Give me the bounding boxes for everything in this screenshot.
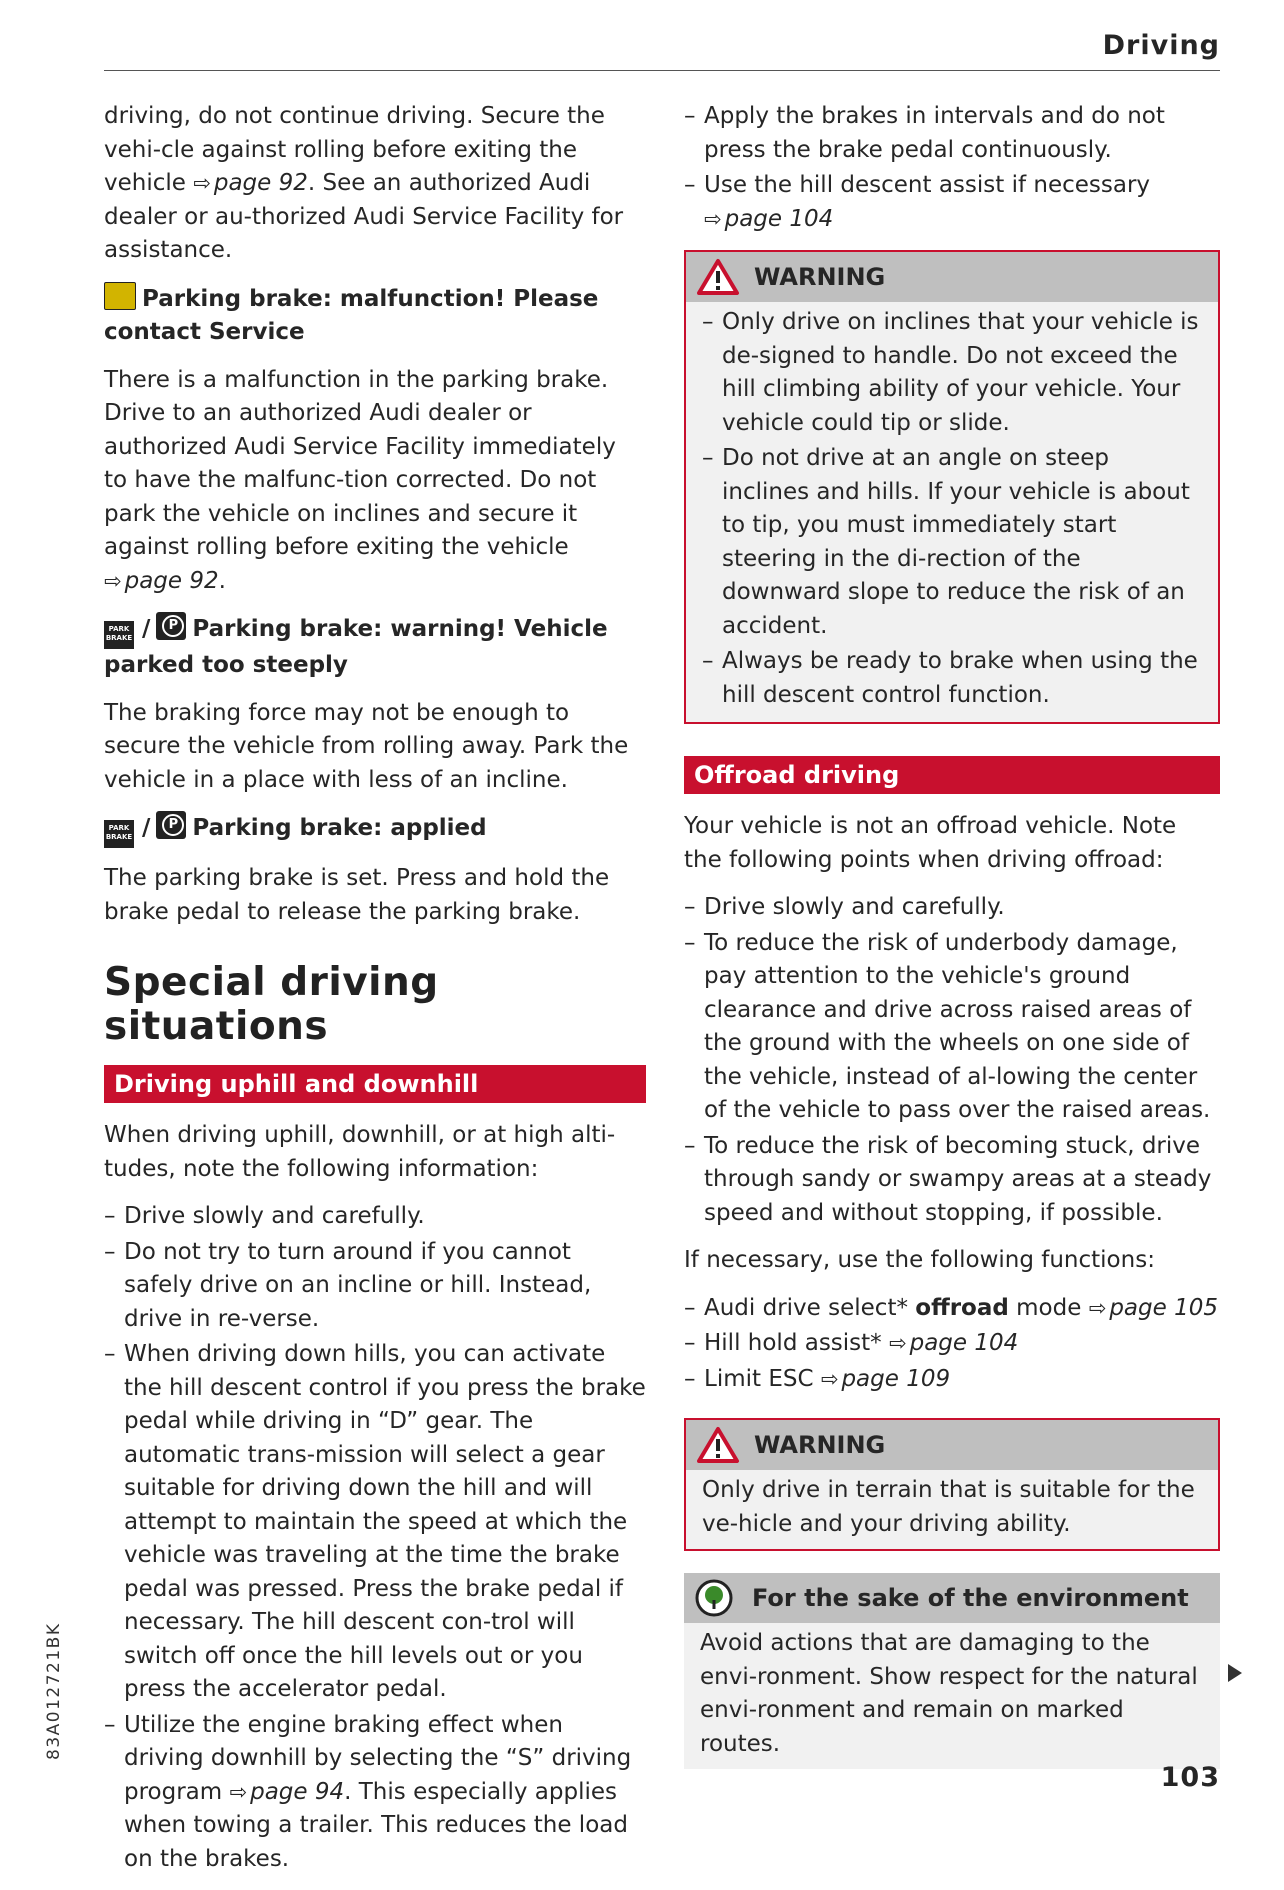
functions-intro: If necessary, use the following functions:	[684, 1247, 1155, 1273]
applied-paragraph: The parking brake is set. Press and hold the brake pedal to release the parking brake.	[104, 865, 610, 925]
warning-box-header	[686, 252, 1218, 302]
warning-box-body: Only drive in terrain that is suitable for the ve-hicle and your driving ability.	[686, 1470, 1218, 1549]
left-column	[104, 100, 646, 1890]
environment-box	[684, 1573, 1220, 1769]
offroad-intro: Your vehicle is not an offroad vehicle. Note the following points when driving offroad:	[684, 813, 1177, 873]
page-reference-link[interactable]: ⇨ page 109	[821, 1366, 950, 1392]
list-item: – Do not try to turn around if you cannot safely drive on an incline or hill. Instead, drive in re-verse.	[104, 1236, 646, 1337]
list-item: – Apply the brakes in intervals and do not press the brake pedal continuously.	[684, 100, 1220, 167]
message-heading-applied: PARK BRAKE /P Parking brake: applied	[104, 811, 646, 848]
page-reference-link[interactable]: ⇨ page 92	[193, 170, 308, 196]
warning-box-inclines	[684, 250, 1220, 724]
page-number: 103	[1160, 1762, 1220, 1793]
page-reference-link[interactable]: ⇨ page 92	[104, 568, 219, 594]
right-column	[684, 100, 1220, 1791]
park-brake-indicator-icon: PARK BRAKE	[104, 621, 134, 649]
intro-paragraph: driving, do not continue driving. Secure the vehi-cle against rolling before exiting the vehicle ⇨ page 92. See an authorized Audi dealer or au-thorized Audi Service Facility for assistance.	[104, 100, 646, 268]
list-item: – Always be ready to brake when using the hill descent control function.	[702, 645, 1202, 712]
section-title: Special driving situations	[104, 960, 439, 1049]
list-item: – Do not drive at an angle on steep inclines and hills. If your vehicle is about to tip, you must immediately start steering in the di-rection of the downward slope to reduce the risk of an accident.	[702, 442, 1202, 643]
offroad-title: Offroad driving	[684, 756, 1220, 794]
warning-triangle-icon	[696, 1426, 740, 1464]
continue-arrow-icon	[1228, 1664, 1242, 1682]
page-header-title: Driving	[1102, 30, 1220, 61]
malfunction-paragraph: There is a malfunction in the parking brake. Drive to an authorized Audi dealer or authorized Audi Service Facility immediately to have the malfunc-tion corrected. Do not park the vehicle on inclines and secure it against rolling before exiting the vehicle ⇨ page 92.	[104, 364, 646, 599]
warning-triangle-icon	[696, 258, 740, 296]
downhill-continued-list	[684, 100, 1220, 236]
list-item: – Hill hold assist* ⇨ page 104	[684, 1327, 1220, 1361]
parked-steeply-paragraph: The braking force may not be enough to secure the vehicle from rolling away. Park the vehicle in a place with less of an incline.	[104, 699, 629, 793]
list-item: – Audi drive select* offroad mode ⇨ page 105	[684, 1292, 1220, 1326]
warning-box-body	[686, 302, 1218, 722]
list-item: – To reduce the risk of underbody damage, pay attention to the vehicle's ground clearance and drive across raised areas of the ground with the wheels on one side of the vehicle, instead of al-lowing the center of the vehicle to pass over the raised areas.	[684, 927, 1220, 1128]
functions-list	[684, 1292, 1220, 1397]
warning-title: WARNING	[754, 1431, 886, 1459]
list-item: – Drive slowly and carefully.	[684, 891, 1220, 925]
header-divider	[104, 70, 1220, 71]
list-item: – To reduce the risk of becoming stuck, drive through sandy or swampy areas at a steady speed and without stopping, if possible.	[684, 1130, 1220, 1231]
environment-title: For the sake of the environment	[752, 1584, 1189, 1612]
uphill-intro: When driving uphill, downhill, or at high alti-tudes, note the following information:	[104, 1122, 616, 1182]
page-reference-link[interactable]: ⇨ page 105	[1089, 1295, 1218, 1321]
document-code: 83A012721BK	[44, 1622, 64, 1760]
list-item: – When driving down hills, you can activate the hill descent control if you press the brake pedal while driving in “D” gear. The automatic trans-mission will select a gear suitable for driving down the hill and will attempt to maintain the speed at which the vehicle was traveling at the time the brake pedal was pressed. Press the brake pedal if necessary. The hill descent con-trol will switch off once the hill levels out or you press the accelerator pedal.	[104, 1338, 646, 1707]
parking-brake-malfunction-icon	[104, 282, 136, 310]
page-reference-link[interactable]: ⇨ page 94	[230, 1779, 345, 1805]
offroad-list	[684, 891, 1220, 1230]
subsection-title: Driving uphill and downhill	[104, 1065, 646, 1103]
tree-icon	[694, 1578, 734, 1618]
page-reference-link[interactable]: ⇨ page 104	[704, 206, 833, 232]
parking-brake-p-icon	[156, 612, 186, 640]
page-reference-link[interactable]: ⇨ page 104	[889, 1330, 1018, 1356]
list-item: – Utilize the engine braking effect when driving downhill by selecting the “S” driving program ⇨ page 94. This especially applies when towing a trailer. This reduces the load on the brakes.	[104, 1709, 646, 1877]
list-item: – Only drive on inclines that your vehicle is de-signed to handle. Do not exceed the hill climbing ability of your vehicle. Your vehicle could tip or slide.	[702, 306, 1202, 440]
environment-box-header	[684, 1573, 1220, 1623]
uphill-list	[104, 1200, 646, 1876]
list-item: – Limit ESC ⇨ page 109	[684, 1363, 1220, 1397]
message-heading-parked-steeply: PARK BRAKE /P Parking brake: warning! Vehicle parked too steeply	[104, 612, 646, 683]
list-item: – Drive slowly and carefully.	[104, 1200, 646, 1234]
warning-box-terrain	[684, 1418, 1220, 1551]
list-item: – Use the hill descent assist if necessary ⇨ page 104	[684, 169, 1220, 236]
warning-title: WARNING	[754, 263, 886, 291]
environment-box-body: Avoid actions that are damaging to the envi-ronment. Show respect for the natural envi-ronment and remain on marked routes.	[684, 1623, 1220, 1769]
message-heading-malfunction: Parking brake: malfunction! Please contact Service	[104, 282, 646, 350]
parking-brake-p-icon	[156, 811, 186, 839]
warning-box-header	[686, 1420, 1218, 1470]
park-brake-indicator-icon: PARK BRAKE	[104, 820, 134, 848]
